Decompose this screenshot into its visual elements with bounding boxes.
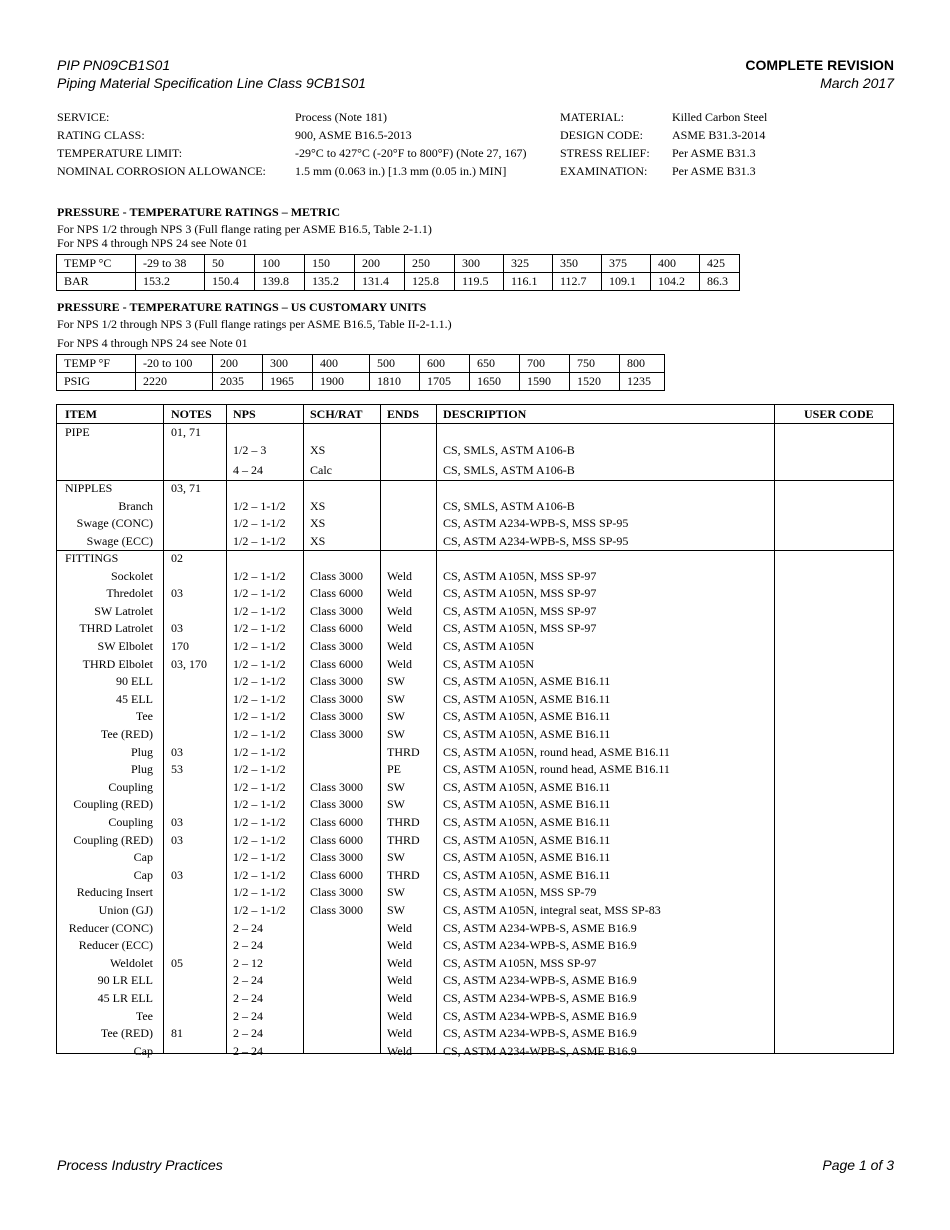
nps-cell: 1/2 – 1-1/2 [233,674,286,689]
table-row [57,442,893,460]
table-row [57,585,893,603]
nps-cell: 1/2 – 1-1/2 [233,850,286,865]
item-cell: Union (GJ) [98,903,153,917]
metric-ratings-title: PRESSURE - TEMPERATURE RATINGS – METRIC [57,205,341,219]
temperature-limit-value: -29°C to 427°C (-20°F to 800°F) (Note 27, 167) [295,146,527,160]
table-row [57,691,893,709]
metric-pressure-cell: 86.3 [700,273,740,291]
stress-relief-value: Per ASME B31.3 [672,146,756,160]
table-row [57,832,893,850]
ends-cell: SW [387,727,405,741]
table-row [57,726,893,744]
nps-cell: 1/2 – 3 [233,442,267,457]
item-cell: Coupling (RED) [73,832,153,847]
description-cell: CS, ASTM A105N, ASME B16.11 [443,850,611,865]
ends-cell: PE [387,762,402,777]
us-temp-cell: 700 [520,355,570,373]
table-row [57,673,893,691]
sch-rat-cell: XS [310,533,326,548]
sch-rat-cell: Class 3000 [310,727,364,741]
header-nps: NPS [233,407,256,421]
nps-cell: 1/2 – 1-1/2 [233,603,286,618]
description-cell: CS, ASTM A234-WPB-S, ASME B16.9 [443,1008,637,1023]
description-cell: CS, ASTM A105N, ASME B16.11 [443,727,611,741]
us-pressure-cell: 1705 [420,373,470,391]
us-note-1: For NPS 1/2 through NPS 3 (Full flange ratings per ASME B16.5, Table II-2-1.1.) [57,317,452,331]
item-cell: Tee (RED) [100,727,153,741]
ends-cell: SW [387,797,405,812]
us-temp-cell: 300 [263,355,313,373]
table-row [57,955,893,973]
notes-cell: 03 [171,586,183,601]
metric-pressure-cell: 135.2 [305,273,355,291]
us-pressure-cell: 1900 [313,373,370,391]
table-row [57,814,893,832]
table-row [57,708,893,726]
table-group-row [57,424,893,442]
metric-temp-cell: 50 [205,255,255,273]
ends-cell: Weld [387,938,413,953]
ends-cell: SW [387,885,405,900]
table-row [57,849,893,867]
metric-pressure-cell: 150.4 [205,273,255,291]
ends-cell: THRD [387,744,420,759]
us-note-2: For NPS 4 through NPS 24 see Note 01 [57,336,248,350]
item-cell: SW Elbolet [97,639,153,653]
nps-cell: 1/2 – 1-1/2 [233,797,286,812]
table-row [57,884,893,902]
sch-rat-cell: Class 3000 [310,674,364,689]
description-cell: CS, ASTM A105N, ASME B16.11 [443,815,611,829]
item-cell: Plug [130,744,153,759]
description-cell: CS, ASTM A105N [443,639,535,653]
sch-rat-cell: Class 3000 [310,885,364,900]
ends-cell: Weld [387,656,413,671]
metric-pressure-header: BAR [57,273,136,291]
us-temp-cell: 750 [570,355,620,373]
sch-rat-cell: Class 3000 [310,639,364,653]
nps-cell: 1/2 – 1-1/2 [233,709,286,724]
us-temp-cell: -20 to 100 [136,355,213,373]
ends-cell: Weld [387,920,413,935]
us-ratings-title: PRESSURE - TEMPERATURE RATINGS – US CUSTOMARY UNITS [57,300,427,314]
description-cell: CS, ASTM A234-WPB-S, ASME B16.9 [443,920,637,935]
table-row [57,920,893,938]
metric-pressure-cell: 131.4 [355,273,405,291]
description-cell: CS, ASTM A105N, round head, ASME B16.11 [443,744,670,759]
table-row [57,1008,893,1026]
item-cell: Cap [133,867,153,882]
us-temp-cell: 200 [213,355,263,373]
ends-cell: THRD [387,815,420,829]
item-cell: Cap [133,1043,153,1058]
nps-cell: 1/2 – 1-1/2 [233,779,286,794]
sch-rat-cell: XS [310,498,326,513]
description-cell: CS, ASTM A105N, ASME B16.11 [443,709,611,724]
metric-pressure-cell: 116.1 [504,273,553,291]
description-cell: CS, SMLS, ASTM A106-B [443,498,575,513]
description-cell: CS, ASTM A234-WPB-S, MSS SP-95 [443,516,629,531]
metric-temp-cell: 350 [553,255,602,273]
nps-cell: 2 – 24 [233,973,263,988]
ends-cell: Weld [387,568,413,583]
nps-cell: 1/2 – 1-1/2 [233,533,286,548]
metric-temp-cell: 150 [305,255,355,273]
item-cell: Weldolet [109,955,153,970]
service-label: SERVICE: [57,110,110,124]
item-cell: Thredolet [106,586,153,601]
nps-cell: 1/2 – 1-1/2 [233,621,286,636]
sch-rat-cell: Class 3000 [310,779,364,794]
metric-temp-header: TEMP °C [57,255,136,273]
revision-date: March 2017 [820,75,894,91]
rating-class-value: 900, ASME B16.5-2013 [295,128,412,142]
description-cell: CS, SMLS, ASTM A106-B [443,442,575,457]
description-cell: CS, ASTM A105N, ASME B16.11 [443,797,611,812]
table-row [57,779,893,797]
item-cell: FITTINGS [65,551,119,565]
description-cell: CS, ASTM A105N, round head, ASME B16.11 [443,762,670,777]
item-cell: Reducer (ECC) [78,938,153,953]
table-row [57,902,893,920]
table-row [57,1025,893,1043]
table-row [57,638,893,656]
nps-cell: 1/2 – 1-1/2 [233,516,286,531]
nps-cell: 2 – 24 [233,920,263,935]
item-cell: Branch [118,498,153,513]
table-row [57,867,893,885]
item-cell: THRD Latrolet [79,621,153,636]
nps-cell: 1/2 – 1-1/2 [233,885,286,900]
metric-temp-cell: -29 to 38 [136,255,205,273]
us-ratings-table [56,354,665,391]
item-cell: Reducer (CONC) [68,920,153,935]
metric-temp-row [57,255,740,273]
metric-pressure-cell: 104.2 [651,273,700,291]
description-cell: CS, ASTM A234-WPB-S, ASME B16.9 [443,938,637,953]
design-code-value: ASME B31.3-2014 [672,128,766,142]
table-row [57,972,893,990]
service-labels-left [57,108,266,180]
nps-cell: 1/2 – 1-1/2 [233,867,286,882]
ends-cell: Weld [387,1008,413,1023]
us-pressure-cell: 1520 [570,373,620,391]
nps-cell: 1/2 – 1-1/2 [233,815,286,829]
nps-cell: 1/2 – 1-1/2 [233,691,286,706]
description-cell: CS, ASTM A105N, ASME B16.11 [443,867,611,882]
item-cell: THRD Elbolet [82,656,153,671]
nps-cell: 2 – 24 [233,938,263,953]
design-code-label: DESIGN CODE: [560,128,643,142]
table-row [57,1043,893,1061]
ends-cell: THRD [387,867,420,882]
table-group-row [57,550,893,568]
ends-cell: Weld [387,1043,413,1058]
nps-cell: 1/2 – 1-1/2 [233,903,286,917]
sch-rat-cell: Class 3000 [310,797,364,812]
item-cell: Sockolet [111,568,153,583]
notes-cell: 53 [171,762,183,777]
document-header-right [745,56,894,92]
us-pressure-cell: 1590 [520,373,570,391]
nps-cell: 2 – 12 [233,955,263,970]
table-row [57,761,893,779]
ends-cell: SW [387,779,405,794]
description-cell: CS, ASTM A105N [443,656,535,671]
item-cell: 90 LR ELL [97,973,153,988]
sch-rat-cell: Class 6000 [310,586,364,601]
metric-pressure-cell: 112.7 [553,273,602,291]
table-row [57,620,893,638]
us-pressure-cell: 2035 [213,373,263,391]
us-temp-row [57,355,665,373]
corrosion-allowance-value: 1.5 mm (0.063 in.) [1.3 mm (0.05 in.) MIN] [295,164,507,178]
service-values-right [672,108,767,180]
metric-pressure-cell: 139.8 [255,273,305,291]
description-cell: CS, ASTM A105N, MSS SP-97 [443,603,597,618]
metric-temp-cell: 200 [355,255,405,273]
corrosion-allowance-label: NOMINAL CORROSION ALLOWANCE: [57,164,266,178]
sch-rat-cell: Class 6000 [310,815,364,829]
nps-cell: 2 – 24 [233,1043,263,1058]
rating-class-label: RATING CLASS: [57,128,145,142]
component-table [56,404,894,1058]
item-cell: Coupling [108,779,153,794]
sch-rat-cell: Class 3000 [310,603,364,618]
nps-cell: 1/2 – 1-1/2 [233,762,286,777]
item-cell: Swage (ECC) [86,533,153,548]
nps-cell: 1/2 – 1-1/2 [233,832,286,847]
metric-pressure-cell: 109.1 [602,273,651,291]
nps-cell: 1/2 – 1-1/2 [233,568,286,583]
metric-temp-cell: 300 [455,255,504,273]
item-cell: Coupling (RED) [73,797,153,812]
item-cell: SW Latrolet [94,603,153,618]
us-temp-header: TEMP °F [57,355,136,373]
material-label: MATERIAL: [560,110,624,124]
table-row [57,498,893,516]
header-ends: ENDS [387,407,420,421]
nps-cell: 1/2 – 1-1/2 [233,586,286,601]
nps-cell: 1/2 – 1-1/2 [233,656,286,671]
item-cell: Swage (CONC) [76,516,153,531]
description-cell: CS, ASTM A234-WPB-S, MSS SP-95 [443,533,629,548]
sch-rat-cell: Class 3000 [310,691,364,706]
service-labels-right [560,108,650,180]
header-notes: NOTES [171,407,212,421]
sch-rat-cell: Class 3000 [310,709,364,724]
notes-cell: 02 [171,551,183,565]
ends-cell: Weld [387,991,413,1005]
description-cell: CS, ASTM A234-WPB-S, ASME B16.9 [443,1026,637,1041]
examination-value: Per ASME B31.3 [672,164,756,178]
ends-cell: SW [387,850,405,865]
header-description: DESCRIPTION [443,407,527,421]
sch-rat-cell: Class 3000 [310,850,364,865]
table-row [57,515,893,533]
notes-cell: 03, 71 [171,481,201,495]
nps-cell: 4 – 24 [233,463,263,477]
us-temp-cell: 650 [470,355,520,373]
us-pressure-cell: 2220 [136,373,213,391]
metric-temp-cell: 375 [602,255,651,273]
metric-pressure-cell: 153.2 [136,273,205,291]
table-row [57,744,893,762]
description-cell: CS, ASTM A234-WPB-S, ASME B16.9 [443,1043,637,1058]
sch-rat-cell: Class 6000 [310,656,364,671]
ends-cell: SW [387,674,405,689]
us-temp-cell: 800 [620,355,665,373]
us-pressure-cell: 1650 [470,373,520,391]
header-sch-rat: SCH/RAT [310,407,363,421]
item-cell: Cap [133,850,153,865]
examination-label: EXAMINATION: [560,164,648,178]
us-pressure-row [57,373,665,391]
us-temp-cell: 600 [420,355,470,373]
description-cell: CS, ASTM A105N, MSS SP-97 [443,621,597,636]
description-cell: CS, ASTM A105N, ASME B16.11 [443,691,611,706]
description-cell: CS, ASTM A234-WPB-S, ASME B16.9 [443,973,637,988]
description-cell: CS, ASTM A105N, ASME B16.11 [443,674,611,689]
ends-cell: Weld [387,973,413,988]
item-cell: Tee [135,709,153,724]
metric-note-2: For NPS 4 through NPS 24 see Note 01 [57,236,248,250]
service-value: Process (Note 181) [295,110,387,124]
temperature-limit-label: TEMPERATURE LIMIT: [57,146,183,160]
footer-page-number: Page 1 of 3 [822,1157,894,1173]
sch-rat-cell: XS [310,516,326,531]
nps-cell: 2 – 24 [233,991,263,1005]
metric-temp-cell: 100 [255,255,305,273]
description-cell: CS, ASTM A105N, MSS SP-79 [443,885,597,900]
table-row [57,462,893,480]
metric-pressure-row [57,273,740,291]
item-cell: Tee (RED) [100,1026,153,1041]
notes-cell: 03 [171,815,183,829]
ends-cell: SW [387,709,405,724]
description-cell: CS, ASTM A234-WPB-S, ASME B16.9 [443,991,637,1005]
material-value: Killed Carbon Steel [672,110,768,124]
table-row [57,796,893,814]
header-user-code: USER CODE [804,407,874,421]
notes-cell: 03 [171,867,183,882]
sch-rat-cell: Class 3000 [310,568,364,583]
metric-temp-cell: 425 [700,255,740,273]
metric-ratings-table [56,254,740,291]
ends-cell: SW [387,903,405,917]
table-row [57,568,893,586]
metric-note-1: For NPS 1/2 through NPS 3 (Full flange rating per ASME B16.5, Table 2-1.1) [57,222,432,236]
item-cell: Tee [135,1008,153,1023]
notes-cell: 03, 170 [171,656,207,671]
ends-cell: SW [387,691,405,706]
document-title: Piping Material Specification Line Class 9CB1S01 [57,75,366,91]
notes-cell: 03 [171,832,183,847]
description-cell: CS, ASTM A105N, MSS SP-97 [443,586,597,601]
table-row [57,990,893,1008]
table-row [57,937,893,955]
item-cell: PIPE [65,425,90,439]
sch-rat-cell: Class 6000 [310,832,364,847]
sch-rat-cell: Class 6000 [310,867,364,882]
header-item: ITEM [65,407,98,421]
description-cell: CS, SMLS, ASTM A106-B [443,463,575,477]
us-temp-cell: 400 [313,355,370,373]
item-cell: 45 LR ELL [97,991,153,1005]
nps-cell: 2 – 24 [233,1026,263,1041]
description-cell: CS, ASTM A105N, ASME B16.11 [443,832,611,847]
ends-cell: THRD [387,832,420,847]
ends-cell: Weld [387,586,413,601]
sch-rat-cell: Calc [310,463,332,477]
footer-publisher: Process Industry Practices [57,1157,223,1173]
item-cell: NIPPLES [65,481,113,495]
sch-rat-cell: XS [310,442,326,457]
document-id: PIP PN09CB1S01 [57,57,171,73]
item-cell: Reducing Insert [76,885,153,900]
metric-pressure-cell: 119.5 [455,273,504,291]
document-header-left [57,56,366,92]
ends-cell: Weld [387,639,413,653]
table-row [57,533,893,551]
ends-cell: Weld [387,1026,413,1041]
item-cell: 90 ELL [116,674,153,689]
notes-cell: 170 [171,639,189,653]
us-temp-cell: 500 [370,355,420,373]
nps-cell: 1/2 – 1-1/2 [233,639,286,653]
nps-cell: 1/2 – 1-1/2 [233,744,286,759]
description-cell: CS, ASTM A105N, integral seat, MSS SP-83 [443,903,661,917]
nps-cell: 1/2 – 1-1/2 [233,727,286,741]
notes-cell: 01, 71 [171,425,201,439]
revision-label: COMPLETE REVISION [745,57,894,73]
stress-relief-label: STRESS RELIEF: [560,146,650,160]
us-pressure-header: PSIG [57,373,136,391]
notes-cell: 03 [171,621,183,636]
item-cell: Coupling [108,815,153,829]
notes-cell: 81 [171,1026,183,1041]
notes-cell: 05 [171,955,183,970]
table-row [57,656,893,674]
sch-rat-cell: Class 6000 [310,621,364,636]
nps-cell: 2 – 24 [233,1008,263,1023]
description-cell: CS, ASTM A105N, ASME B16.11 [443,779,611,794]
us-pressure-cell: 1965 [263,373,313,391]
table-row [57,603,893,621]
us-pressure-cell: 1235 [620,373,665,391]
us-pressure-cell: 1810 [370,373,420,391]
description-cell: CS, ASTM A105N, MSS SP-97 [443,955,597,970]
item-cell: Plug [130,762,153,777]
ends-cell: Weld [387,621,413,636]
metric-temp-cell: 250 [405,255,455,273]
ends-cell: Weld [387,955,413,970]
metric-pressure-cell: 125.8 [405,273,455,291]
ends-cell: Weld [387,603,413,618]
nps-cell: 1/2 – 1-1/2 [233,498,286,513]
notes-cell: 03 [171,744,183,759]
metric-temp-cell: 325 [504,255,553,273]
sch-rat-cell: Class 3000 [310,903,364,917]
service-values-left [295,108,527,180]
description-cell: CS, ASTM A105N, MSS SP-97 [443,568,597,583]
metric-temp-cell: 400 [651,255,700,273]
table-group-row [57,480,893,498]
item-cell: 45 ELL [116,691,153,706]
